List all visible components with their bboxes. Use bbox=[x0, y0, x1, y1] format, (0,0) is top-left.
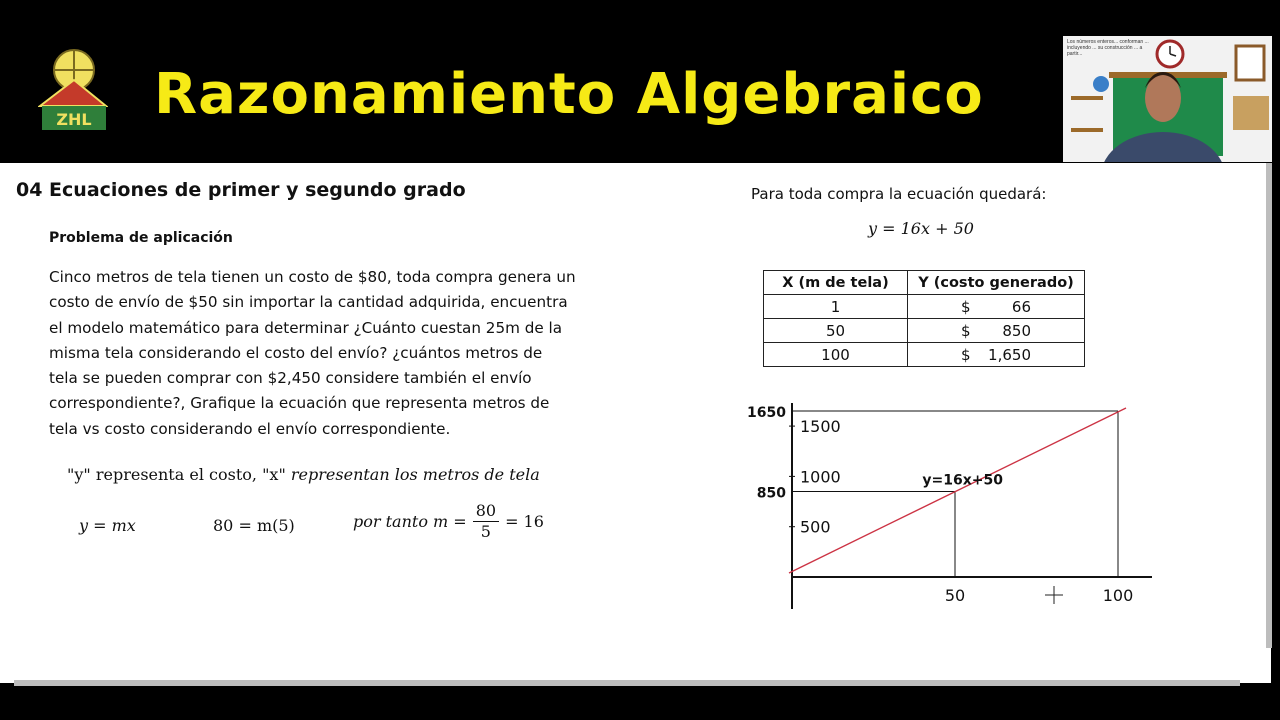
problem-line: Cinco metros de tela tienen un costo de $80, toda compra genera un bbox=[49, 268, 576, 286]
definition-italic: representan los metros de tela bbox=[290, 465, 540, 484]
x-tick-label: 50 bbox=[944, 586, 966, 605]
right-intro: Para toda compra la ecuación quedará: bbox=[751, 185, 1047, 203]
equation-substitution: 80 = m(5) bbox=[213, 516, 295, 535]
vertical-scrollbar[interactable] bbox=[1266, 163, 1272, 648]
cost-value: 1,650 bbox=[988, 345, 1031, 364]
header-bar bbox=[0, 0, 1280, 160]
cost-graph bbox=[730, 395, 1170, 615]
problem-line: el modelo matemático para determinar ¿Cuánto cuestan 25m de la bbox=[49, 318, 563, 337]
conclusion-suffix: = 16 bbox=[505, 512, 544, 531]
y-tick-label: 1500 bbox=[800, 417, 841, 437]
table-header: X (m de tela) bbox=[764, 271, 908, 295]
problem-statement bbox=[49, 265, 609, 442]
cost-value: 66 bbox=[1011, 297, 1031, 316]
bottom-bar bbox=[0, 686, 1280, 720]
currency-symbol: $ bbox=[961, 345, 971, 364]
table-cell-y bbox=[908, 319, 1085, 343]
globe-icon bbox=[1093, 76, 1109, 92]
variable-definition bbox=[67, 465, 540, 484]
problem-line: misma tela considerando el costo del envío? ¿cuántos metros de bbox=[49, 343, 543, 362]
slide-canvas bbox=[0, 163, 1271, 683]
conclusion-prefix: por tanto m = bbox=[353, 512, 467, 531]
problem-line: costo de envío de $50 sin importar la cantidad adquirida, encuentra bbox=[49, 293, 568, 312]
final-equation: y = 16x + 50 bbox=[868, 219, 974, 238]
table-cell-x: 100 bbox=[764, 343, 908, 367]
webcam-note: Los números enteros... conforman ... incluyendo ... su construcción ... a partir... bbox=[1067, 39, 1149, 57]
series-label: y=16x+50 bbox=[922, 472, 1003, 489]
table-cell-y bbox=[908, 343, 1085, 367]
y-tick-label: 1000 bbox=[800, 467, 841, 487]
chessboard-icon bbox=[1233, 96, 1269, 130]
table-header: Y (costo generado) bbox=[908, 271, 1085, 295]
currency-symbol: $ bbox=[961, 297, 971, 316]
fraction bbox=[473, 501, 499, 542]
table-cell-x: 50 bbox=[764, 319, 908, 343]
cost-value: 850 bbox=[1002, 321, 1031, 340]
fraction-denominator: 5 bbox=[480, 522, 491, 541]
equation-model: y = mx bbox=[79, 516, 136, 535]
problem-line: tela se pueden comprar con $2,450 considere también el envío bbox=[49, 369, 532, 388]
logo-text: ZHL bbox=[56, 110, 92, 129]
table-row bbox=[764, 295, 1085, 319]
cost-table bbox=[763, 270, 1085, 367]
slide-title: Razonamiento Algebraico bbox=[154, 62, 984, 127]
section-title: 04 Ecuaciones de primer y segundo grado bbox=[16, 179, 466, 201]
webcam-scene bbox=[1063, 36, 1272, 162]
portrait-frame-icon bbox=[1236, 46, 1264, 80]
x-tick-label: 100 bbox=[1102, 586, 1134, 605]
fraction-numerator: 80 bbox=[473, 501, 499, 522]
table-row bbox=[764, 319, 1085, 343]
problem-line: correspondiente?, Grafique la ecuación que representa metros de bbox=[49, 394, 550, 413]
problem-heading: Problema de aplicación bbox=[49, 230, 233, 246]
table-row bbox=[764, 343, 1085, 367]
equation-conclusion bbox=[353, 501, 544, 542]
table-cell-x: 1 bbox=[764, 295, 908, 319]
webcam-overlay bbox=[1063, 36, 1272, 162]
y-tick-label: 500 bbox=[800, 517, 831, 537]
currency-symbol: $ bbox=[961, 321, 971, 340]
problem-line: tela vs costo considerando el envío correspondiente. bbox=[49, 419, 451, 438]
table-header-row bbox=[764, 271, 1085, 295]
y-marked-label: 850 bbox=[756, 485, 786, 502]
table-cell-y bbox=[908, 295, 1085, 319]
definition-plain: "y" representa el costo, "x" bbox=[67, 465, 286, 484]
zhl-logo-icon bbox=[38, 46, 108, 132]
y-marked-label: 1650 bbox=[747, 405, 786, 421]
